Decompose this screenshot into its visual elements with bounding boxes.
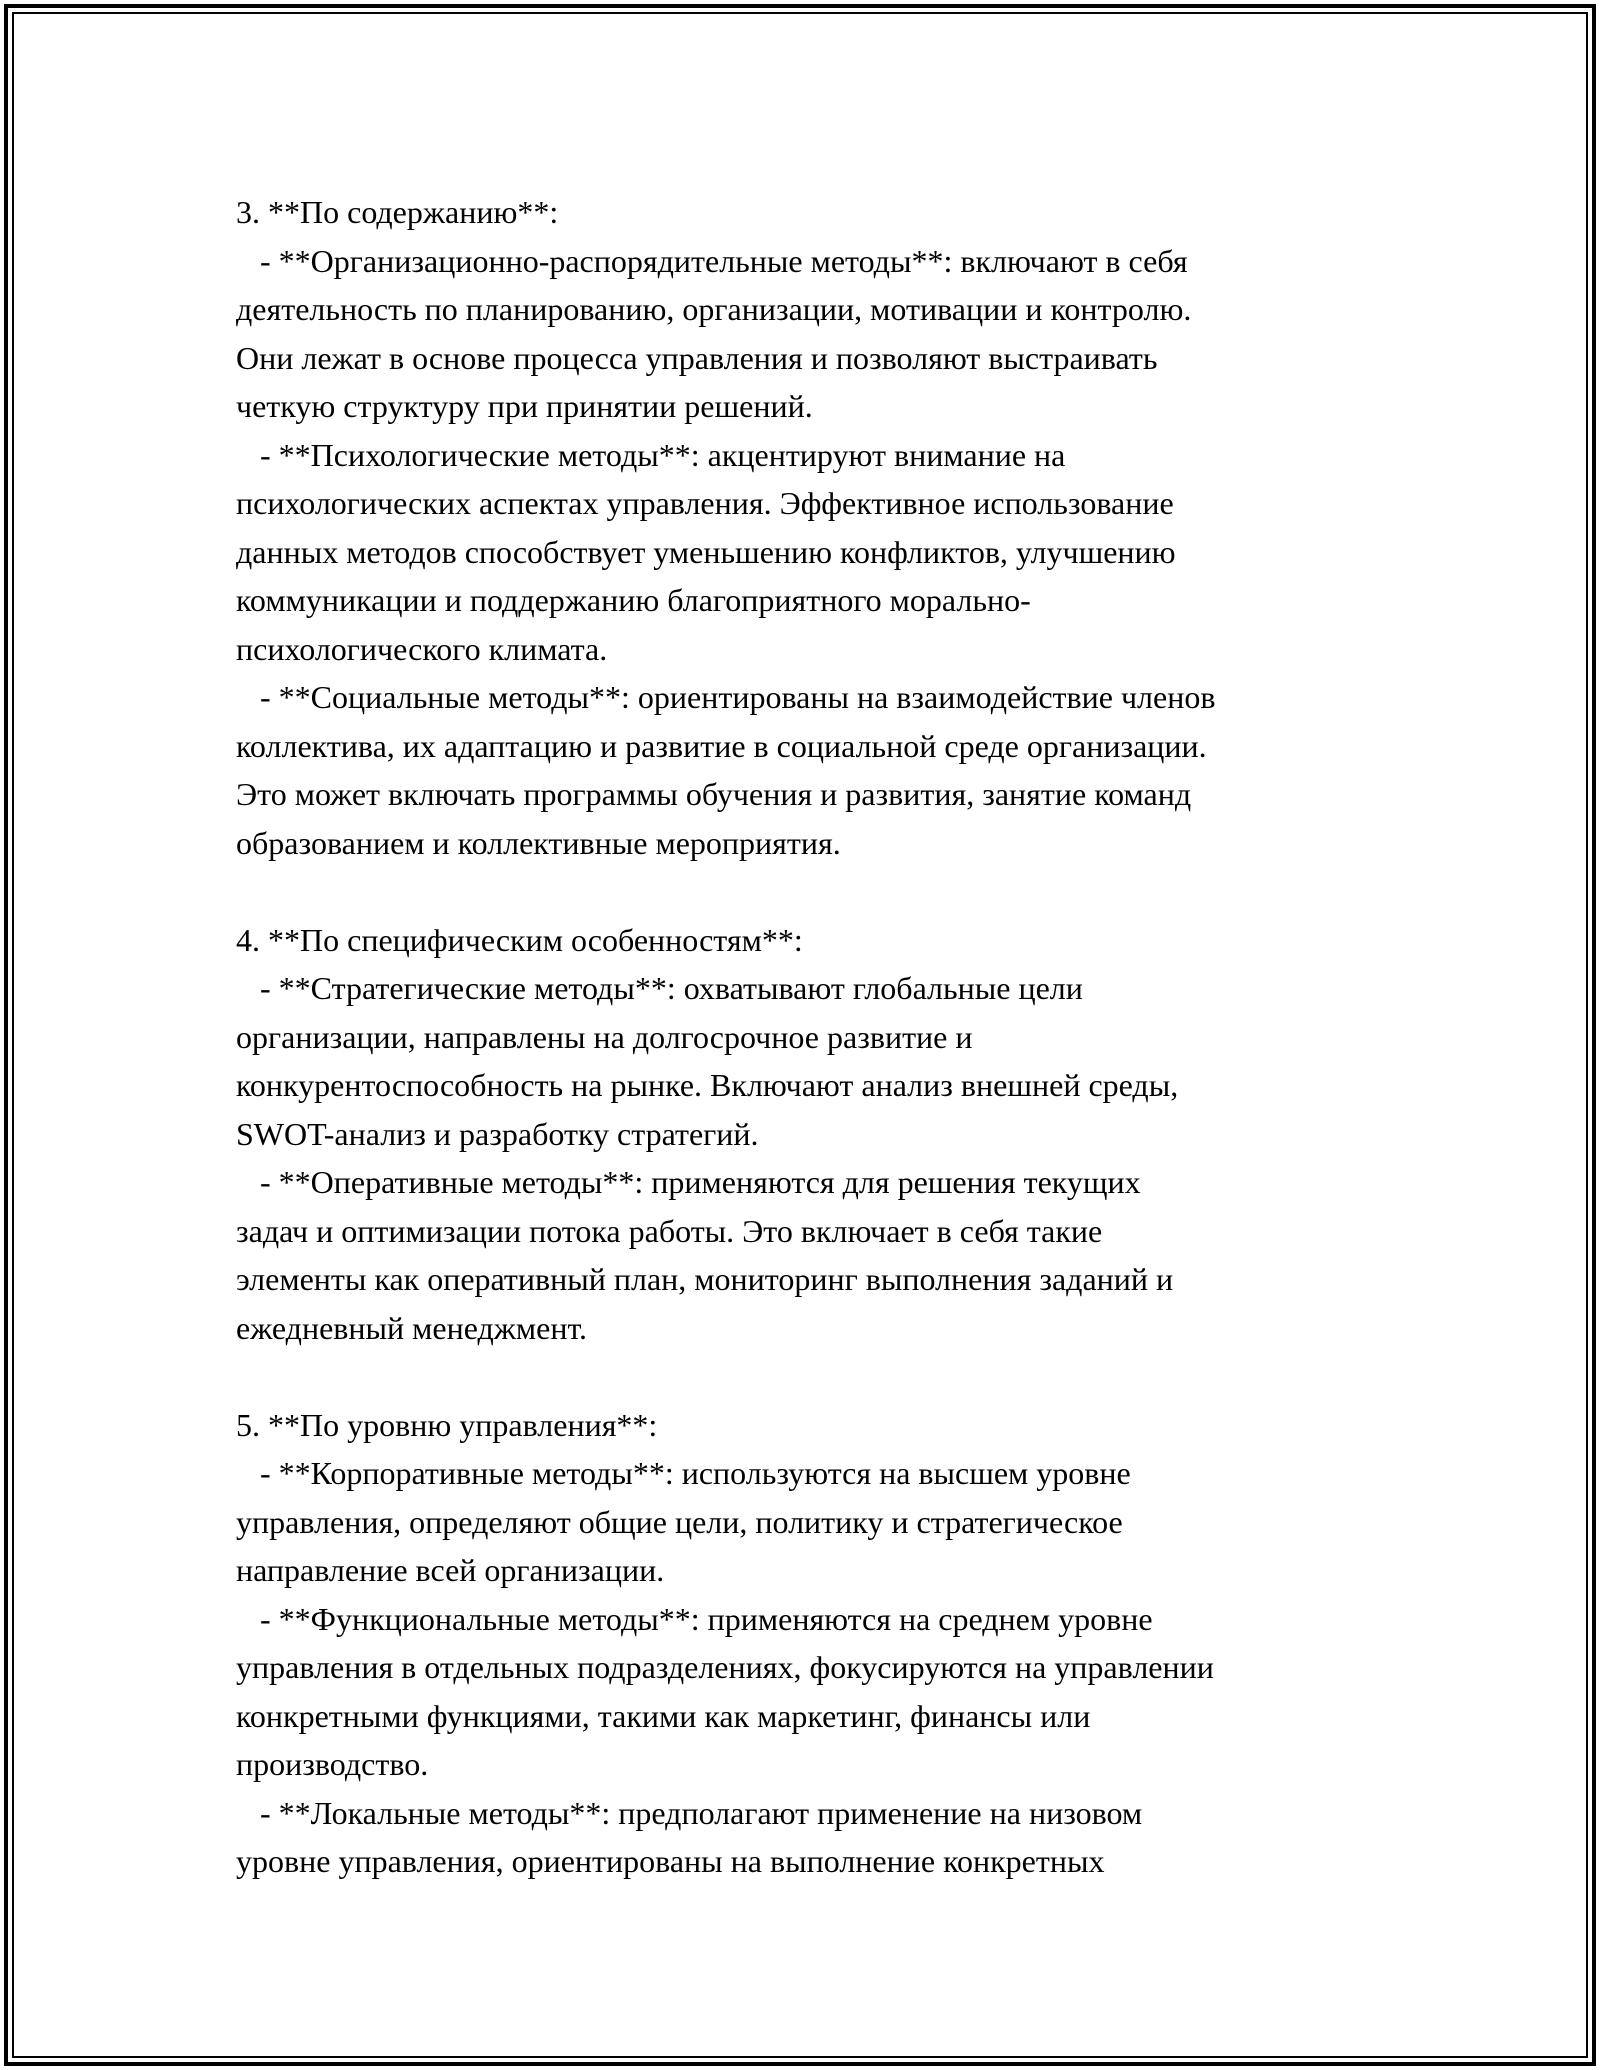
text-line: элементы как оперативный план, мониторинг выполнения заданий и — [236, 1261, 1174, 1297]
text-line: образованием и коллективные мероприятия. — [236, 824, 841, 861]
text-line: SWOT-анализ и разработку стратегий. — [236, 1115, 759, 1152]
text-line: - **Корпоративные методы**: используются на высшем уровне — [236, 1455, 1131, 1491]
text-line: задач и оптимизации потока работы. Это включает в себя такие — [236, 1212, 1103, 1249]
text-line: коллектива, их адаптацию и развитие в социальной среде организации. — [236, 727, 1207, 764]
text-line: направление всей организации. — [236, 1552, 665, 1588]
document-body — [236, 188, 1396, 1886]
text-line: управления в отдельных подразделениях, фокусируются на управлении — [236, 1649, 1214, 1685]
text-line: 4. **По специфическим особенностям**: — [236, 921, 803, 958]
text-line: ежедневный менеджмент. — [236, 1309, 588, 1346]
text-line: производство. — [236, 1746, 429, 1782]
text-line: Они лежат в основе процесса управления и позволяют выстраивать — [236, 339, 1158, 376]
text-line: конкретными функциями, такими как маркетинг, финансы или — [236, 1697, 1091, 1734]
text-line: данных методов способствует уменьшению конфликтов, улучшению — [236, 533, 1176, 570]
text-line: коммуникации и поддержанию благоприятного морально- — [236, 582, 1031, 618]
text-line: - **Стратегические методы**: охватывают глобальные цели — [236, 970, 1083, 1006]
text-line: - **Локальные методы**: предполагают применение на низовом — [236, 1794, 1143, 1831]
text-line: конкурентоспособность на рынке. Включают анализ внешней среды, — [236, 1067, 1179, 1103]
blank-line — [236, 867, 1396, 916]
text-line: - **Организационно-распорядительные методы**: включают в себя — [236, 242, 1188, 279]
text-line: психологических аспектах управления. Эффективное использование — [236, 485, 1174, 521]
text-line: 3. **По содержанию**: — [236, 194, 559, 230]
blank-line — [236, 1352, 1396, 1401]
text-line: - **Функциональные методы**: применяются на среднем уровне — [236, 1600, 1153, 1637]
text-line: деятельность по планированию, организации, мотивации и контролю. — [236, 291, 1192, 327]
text-line: уровне управления, ориентированы на выполнение конкретных — [236, 1843, 1105, 1879]
text-line: - **Социальные методы**: ориентированы на взаимодействие членов — [236, 679, 1216, 715]
text-line: организации, направлены на долгосрочное развитие и — [236, 1018, 973, 1055]
text-line: психологического климата. — [236, 630, 608, 667]
text-line: управления, определяют общие цели, политику и стратегическое — [236, 1503, 1123, 1540]
text-line: четкую структуру при принятии решений. — [236, 388, 813, 424]
text-line: - **Оперативные методы**: применяются для решения текущих — [236, 1164, 1141, 1200]
text-line: Это может включать программы обучения и развития, занятие команд — [236, 776, 1192, 812]
text-line: - **Психологические методы**: акцентируют внимание на — [236, 436, 1066, 473]
text-line: 5. **По уровню управления**: — [236, 1406, 658, 1443]
